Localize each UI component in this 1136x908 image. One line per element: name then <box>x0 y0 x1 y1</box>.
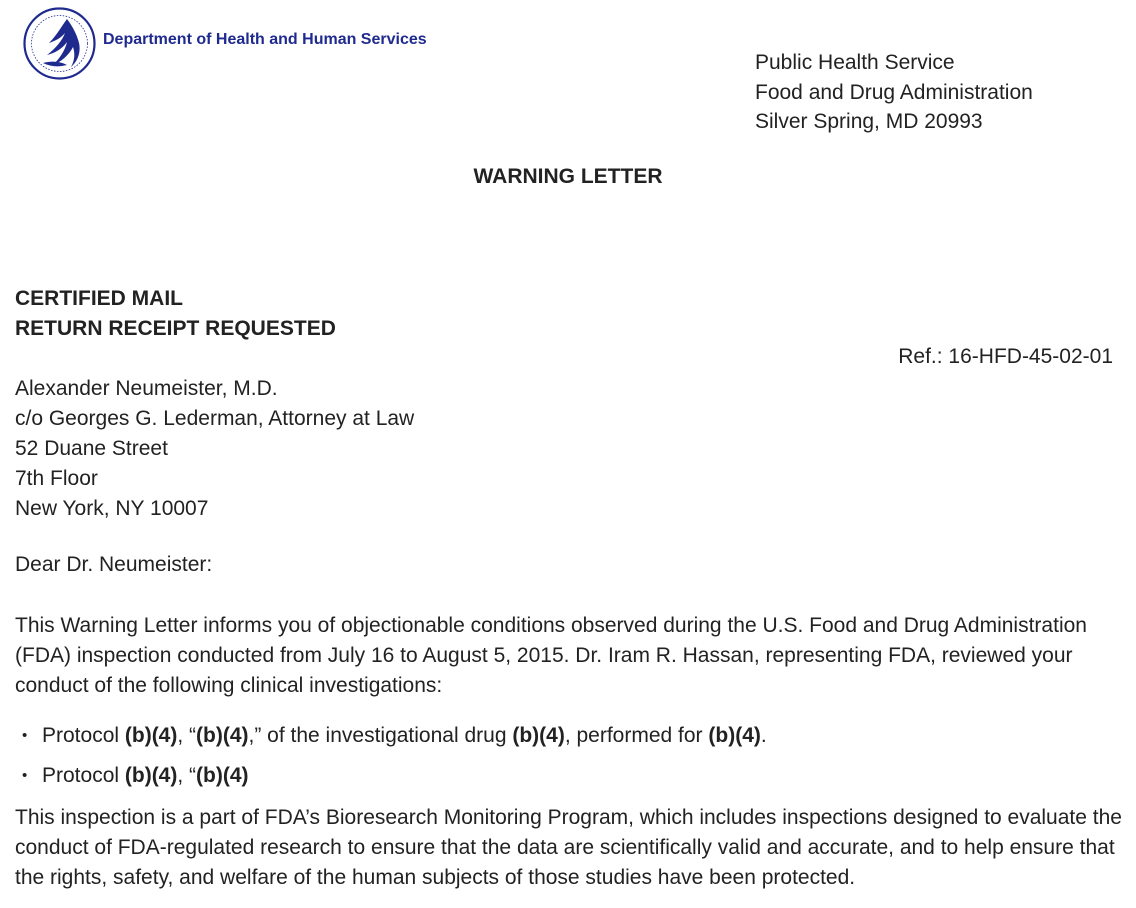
redacted-text: (b)(4) <box>124 764 178 787</box>
redacted-text: (b)(4) <box>512 724 565 747</box>
address-line: Alexander Neumeister, M.D. <box>15 377 278 400</box>
redacted-text: (b)(4) <box>196 724 249 747</box>
address-line: c/o Georges G. Lederman, Attorney at Law <box>15 407 415 430</box>
investigation-list <box>22 721 767 801</box>
redacted-text: (b)(4) <box>708 724 761 747</box>
address-line: 7th Floor <box>15 467 98 490</box>
list-text: Protocol <box>42 764 125 787</box>
reference-number: Ref.: 16-HFD-45-02-01 <box>898 345 1113 368</box>
list-text: ,” of the investigational drug <box>248 724 513 747</box>
program-paragraph: This inspection is a part of FDA’s Bioresearch Monitoring Program, which includes inspections designed to evaluate the conduct of FDA-regulated research to ensure that the data are scientifically valid and accurate, and to help ensure that the rights, safety, and welfare of the human subjects of those studies have been protected. <box>15 806 1122 889</box>
list-text: , “ <box>177 724 197 747</box>
agency-line: Silver Spring, MD 20993 <box>755 110 983 133</box>
address-line: New York, NY 10007 <box>15 497 209 520</box>
list-text: . <box>760 724 767 747</box>
list-item <box>22 721 767 761</box>
mail-notice <box>15 284 336 344</box>
bullet-icon: • <box>22 727 28 744</box>
list-item <box>22 761 767 801</box>
redacted-text: (b)(4) <box>196 764 249 787</box>
mail-line: RETURN RECEIPT REQUESTED <box>15 317 336 340</box>
hhs-eagle-seal-icon <box>21 5 98 82</box>
intro-paragraph: This Warning Letter informs you of objectionable conditions observed during the U.S. Food and Drug Administration (FDA) inspection conducted from July 16 to August 5, 2015. Dr. Iram R. Hassan, representing FDA, reviewed your conduct of the following clinical investigations: <box>15 614 1087 697</box>
salutation: Dear Dr. Neumeister: <box>15 553 213 576</box>
agency-line: Public Health Service <box>755 51 955 74</box>
list-text: Protocol <box>42 724 125 747</box>
agency-line: Food and Drug Administration <box>755 80 1033 104</box>
mail-line: CERTIFIED MAIL <box>15 287 183 310</box>
agency-address <box>755 48 1033 137</box>
list-text: , “ <box>177 764 197 787</box>
recipient-address <box>15 374 414 524</box>
list-text: , performed for <box>564 724 709 747</box>
letter-title: WARNING LETTER <box>473 165 663 188</box>
bullet-icon: • <box>22 767 28 784</box>
address-line: 52 Duane Street <box>15 437 168 460</box>
department-name: Department of Health and Human Services <box>103 31 427 48</box>
redacted-text: (b)(4) <box>124 724 178 747</box>
